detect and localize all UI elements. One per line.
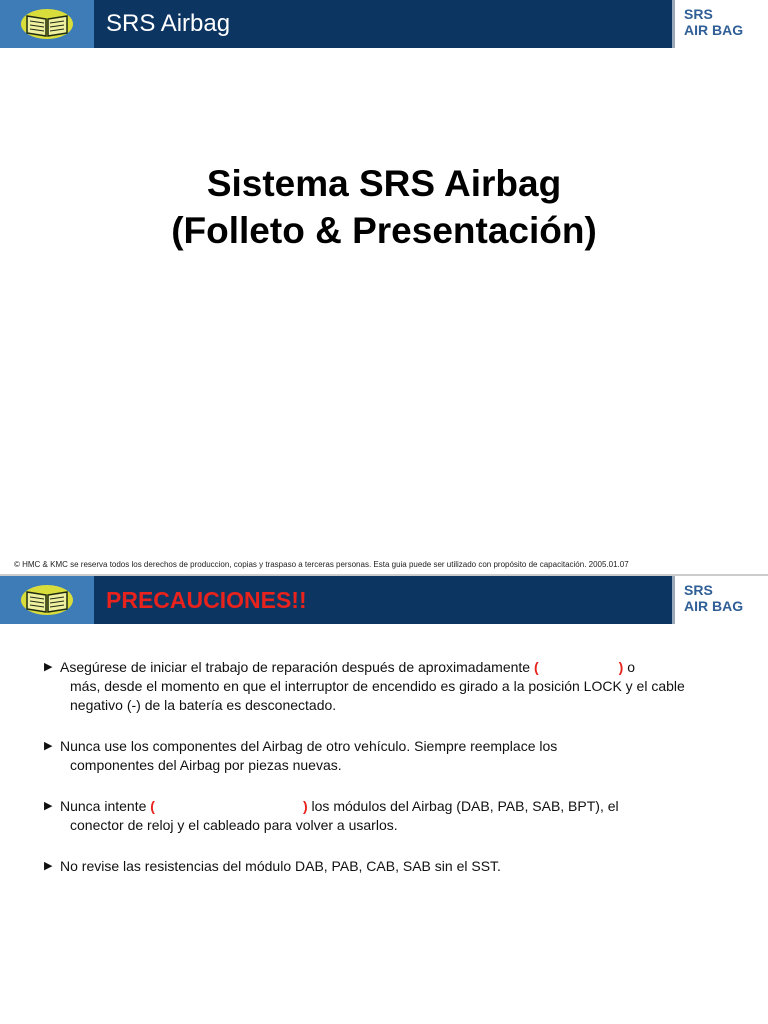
slide-header [0, 0, 768, 48]
triangle-bullet-icon: ▶ [44, 661, 53, 673]
header-title: SRS Airbag [106, 10, 231, 37]
main-title-line-2: (Folleto & Presentación) [171, 210, 597, 251]
list-item: ▶ Nunca intente ( ) los módulos del Airbag (DAB, PAB, SAB, BPT), el conector de reloj y el cableado para volver a usarlos. [44, 798, 619, 833]
tag-line-1: SRS [684, 582, 713, 598]
list-item: ▶ Nunca use los componentes del Airbag de otro vehículo. Siempre reemplace los componentes del Airbag por piezas nuevas. [44, 738, 558, 773]
triangle-bullet-icon: ▶ [44, 740, 53, 752]
blank-open-paren: ( [533, 659, 539, 675]
triangle-bullet-icon: ▶ [44, 860, 53, 872]
srs-airbag-tag [672, 576, 768, 624]
precautions-slide [0, 576, 768, 1024]
triangle-bullet-icon: ▶ [44, 800, 53, 812]
blank-close-paren: ) [618, 659, 624, 675]
srs-airbag-tag [672, 0, 768, 48]
tag-line-2: AIR BAG [684, 22, 744, 38]
tag-line-2: AIR BAG [684, 598, 744, 614]
book-icon [0, 0, 94, 48]
header-title: PRECAUCIONES!! [106, 587, 307, 613]
list-item: ▶ Asegúrese de iniciar el trabajo de reparación después de aproximadamente ( ) o más, desde el momento en que el interruptor de encendido es girado a la posición LOCK y el cable negativo (-) de la batería es desconectado. [44, 659, 685, 713]
book-icon [0, 576, 94, 624]
slide-header [0, 576, 768, 624]
main-title [0, 160, 768, 254]
copyright-notice: © HMC & KMC se reserva todos los derechos de produccion, copias y traspaso a terceras personas. Esta guia puede ser utilizado con propósito de capacitación. 2005.01.07 [14, 560, 629, 569]
main-title-line-1: Sistema SRS Airbag [206, 163, 562, 204]
precautions-list [44, 658, 724, 898]
list-item: ▶ No revise las resistencias del módulo DAB, PAB, CAB, SAB sin el SST. [44, 858, 501, 874]
blank-open-paren: ( [150, 798, 155, 814]
blank-close-paren: ) [302, 798, 308, 814]
tag-line-1: SRS [684, 6, 713, 22]
